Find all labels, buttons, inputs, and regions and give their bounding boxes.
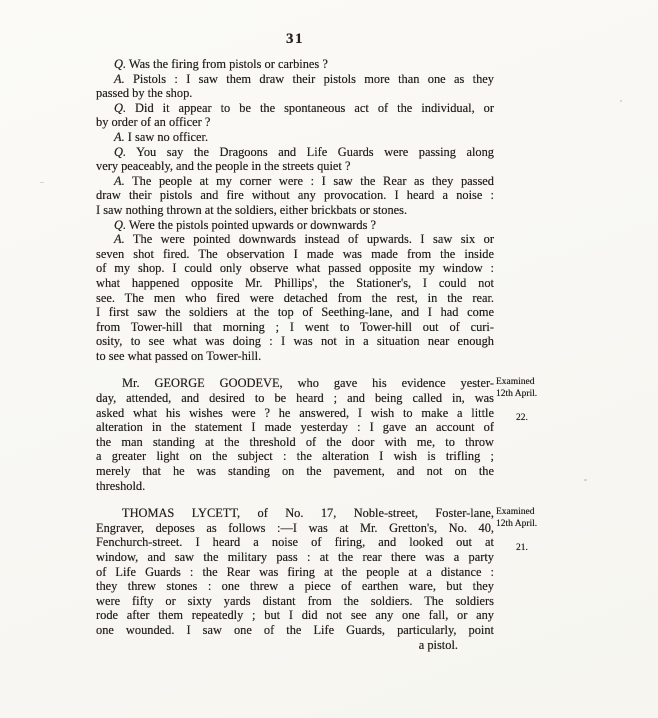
text-line: rode after them repeatedly ; but I did not see any one fall, or any	[96, 608, 494, 623]
text-line: I first saw the soldiers at the top of Seething-lane, and I had come	[96, 305, 494, 320]
text-line: a greater light on the subject : the alteration I wish is trifling ;	[96, 449, 494, 464]
qa-marker: A.	[114, 173, 125, 188]
text-line: asked what his wishes were ? he answered, I wish to make a little	[96, 405, 494, 420]
witness-number: 22.	[516, 413, 528, 424]
qa-marker: Q.	[114, 57, 127, 71]
margin-note-line: 12th April.	[496, 388, 538, 399]
qa-marker: A.	[114, 71, 125, 86]
text-line: Fenchurch-street. I heard a noise of firing, and looked out at	[96, 535, 494, 550]
text-line: one wounded. I saw one of the Life Guards, particularly, point	[96, 622, 494, 637]
text-line: merely that he was standing on the pavement, and not on the	[96, 464, 494, 479]
text-column	[96, 57, 538, 652]
text-line: a pistol.	[418, 637, 458, 652]
text-line: A. Pistols : I saw them draw their pistols more than one as they	[114, 71, 494, 86]
text-line: to see what passed on Tower-hill.	[96, 348, 262, 363]
text-line: I saw nothing thrown at the soldiers, either brickbats or stones.	[96, 202, 408, 217]
text-line: threshold.	[96, 478, 146, 493]
text-line: window, and saw the military pass : at the rear there was a party	[96, 550, 494, 564]
text-line: A. I saw no officer.	[114, 129, 209, 144]
text-line: what happened opposite Mr. Phillips', the Stationer's, I could not	[96, 275, 494, 290]
text-line: THOMAS LYCETT, of No. 17, Noble-street, Foster-lane,	[122, 506, 494, 521]
text-line: of my shop. I could only observe what passed opposite my window :	[96, 261, 494, 276]
text-line: passed by the shop.	[96, 86, 193, 101]
text-line: A. The were pointed downwards instead of upwards. I saw six or	[114, 232, 494, 247]
text-line: very peaceably, and the people in the streets quiet ?	[96, 159, 351, 174]
text-line: seven shot fired. The observation I made was made from the inside	[96, 246, 494, 261]
text-line: A. The people at my corner were : I saw the Rear as they passed	[114, 173, 494, 188]
text-line: Engraver, deposes as follows :—I was at Mr. Gretton's, No. 40,	[96, 520, 494, 535]
qa-marker: Q.	[114, 100, 127, 115]
text-line: alteration in the statement I made yesterday : I gave an account of	[96, 420, 494, 435]
text-line: Q. Was the firing from pistols or carbines ?	[114, 57, 328, 71]
margin-note-line: Examined	[496, 507, 535, 518]
text-line: see. The men who fired were detached from the rest, in the rear.	[96, 290, 494, 305]
text-line: were fifty or sixty yards distant from the soldiers. The soldiers	[96, 593, 494, 608]
qa-marker: A.	[114, 232, 125, 247]
scan-speck	[620, 100, 622, 102]
text-line: from Tower-hill that morning ; I went to Tower-hill out of curi-	[96, 319, 494, 334]
text-line: they threw stones : one threw a piece of earthen ware, but they	[96, 579, 494, 594]
qa-marker: Q.	[114, 144, 127, 159]
margin-note-line: 12th April.	[496, 518, 538, 529]
text-line: Q. Were the pistols pointed upwards or downwards ?	[114, 217, 377, 232]
qa-testimony	[96, 57, 494, 363]
margin-note	[496, 507, 568, 555]
scan-speck	[40, 182, 44, 183]
text-line: osity, to see what was doing : I was not in a situation near enough	[96, 334, 494, 349]
witness-number: 21.	[516, 543, 528, 554]
text-line: Mr. GEORGE GOODEVE, who gave his evidence yester-	[122, 376, 494, 391]
qa-marker: Q.	[114, 217, 127, 232]
page-number: 31	[286, 31, 304, 47]
text-line: Q. Did it appear to be the spontaneous act of the individual, or	[114, 100, 494, 115]
text-line: draw their pistols and fire without any provocation. I heard a noise :	[96, 188, 494, 203]
goodeve-statement	[96, 376, 538, 493]
text-line: day, attended, and desired to be heard ; and being called in, was	[96, 391, 494, 406]
text-line: Q. You say the Dragoons and Life Guards were passing along	[114, 144, 494, 159]
text-line: of Life Guards : the Rear was firing at the people at a distance :	[96, 564, 494, 579]
qa-marker: A.	[114, 129, 125, 144]
text-line: by order of an officer ?	[96, 115, 211, 130]
margin-note	[496, 377, 568, 425]
scan-speck	[584, 479, 587, 481]
text-line: the man standing at the threshold of the door with me, to throw	[96, 434, 494, 449]
margin-note-line: Examined	[496, 377, 535, 388]
lycett-deposition	[96, 506, 538, 652]
